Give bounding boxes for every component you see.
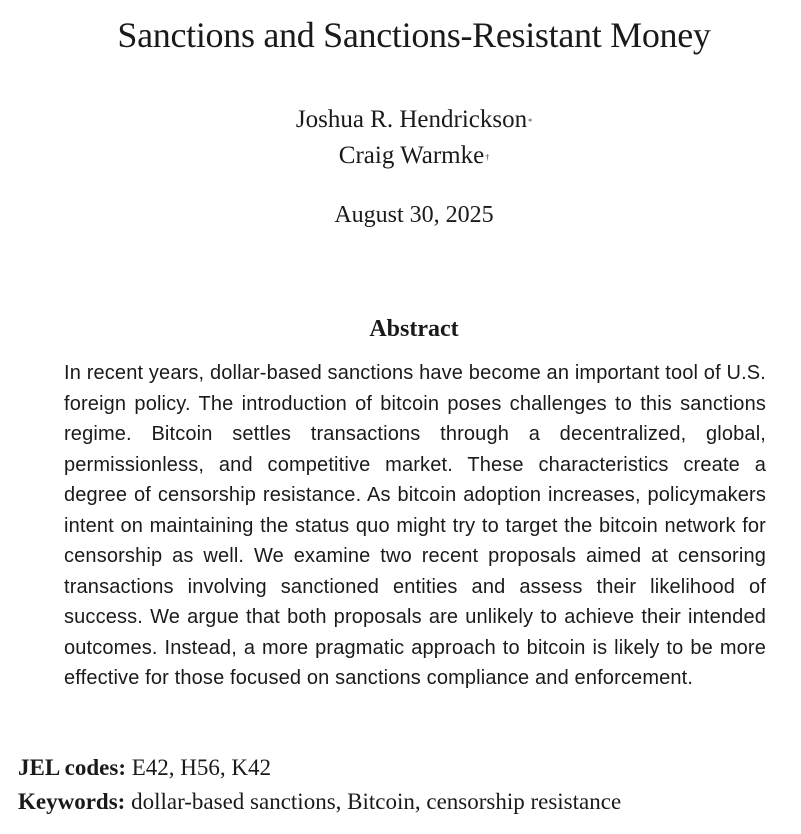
publication-date: August 30, 2025 bbox=[334, 202, 494, 228]
author-name: Joshua R. Hendrickson bbox=[295, 106, 528, 133]
author-entry bbox=[0, 102, 801, 138]
author-footnote-mark[interactable]: † bbox=[485, 153, 490, 162]
keywords-line bbox=[18, 789, 621, 815]
jel-codes-label: JEL codes: bbox=[18, 755, 126, 780]
abstract-heading: Abstract bbox=[369, 316, 459, 342]
paper-title: Sanctions and Sanctions-Resistant Money bbox=[117, 15, 711, 55]
jel-codes-line bbox=[18, 755, 271, 781]
author-entry bbox=[0, 138, 801, 174]
abstract-text: In recent years, dollar-based sanctions have become an important tool of U.S. foreign policy. The introduction of bitcoin poses challenges to this sanctions regime. Bitcoin settles transactions through a decentralized, global, permissionless, and competitive market. These characteristics create a degree of censorship resistance. As bitcoin adoption increases, policymakers intent on maintaining the status quo might try to target the bitcoin network for censorship as well. We examine two recent proposals aimed at censoring transactions involving sanctioned entities and assess their likelihood of success. We argue that both proposals are unlikely to achieve their intended outcomes. Instead, a more pragmatic approach to bitcoin is likely to be more effective for those focused on sanctions compliance and enforcement. bbox=[64, 362, 766, 689]
author-footnote-mark[interactable]: * bbox=[528, 117, 533, 126]
author-list bbox=[0, 102, 801, 174]
jel-codes-value: E42, H56, K42 bbox=[131, 755, 272, 780]
author-name: Craig Warmke bbox=[338, 142, 485, 169]
keywords-label: Keywords: bbox=[18, 789, 126, 814]
keywords-value: dollar-based sanctions, Bitcoin, censorship resistance bbox=[131, 789, 622, 814]
